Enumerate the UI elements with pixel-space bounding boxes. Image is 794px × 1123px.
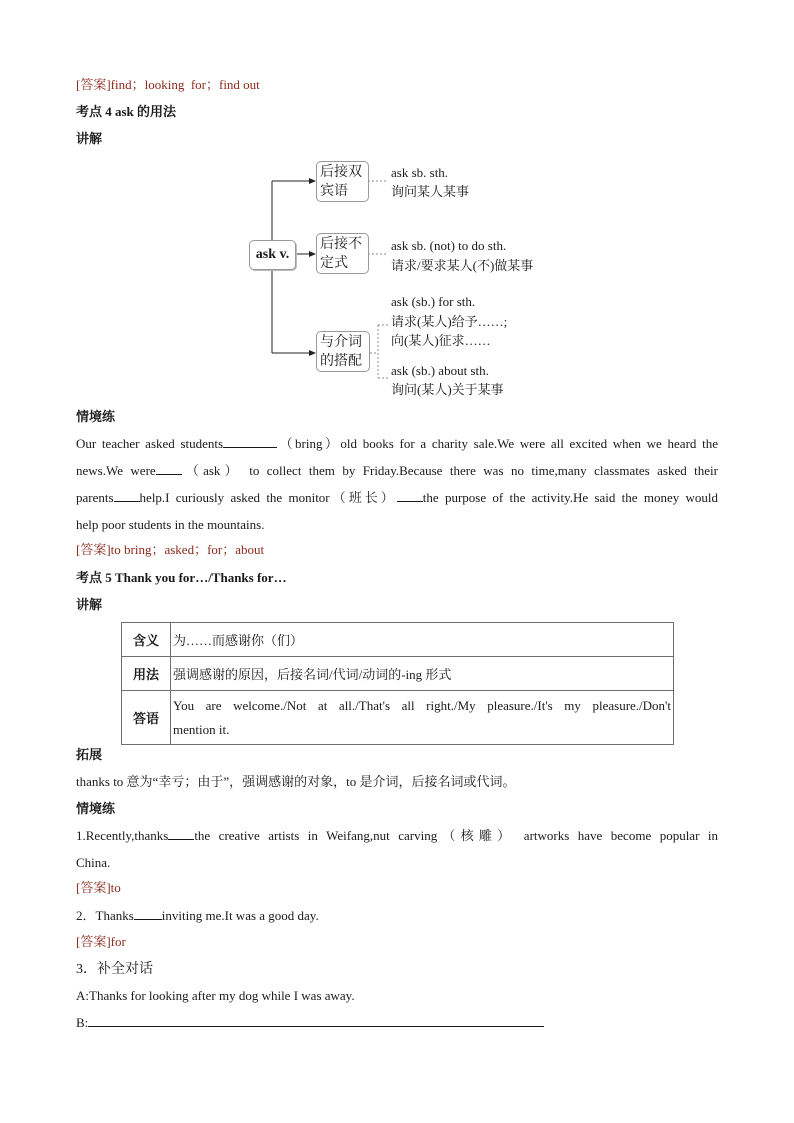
diagram-branch1-box	[316, 161, 369, 202]
table-row	[122, 623, 674, 657]
branch1-line1: ask sb. sth.	[391, 165, 449, 180]
thanks-usage-table	[121, 622, 674, 745]
branch3-line4: ask (sb.) about sth.	[391, 363, 489, 378]
branch2-line1: ask sb. (not) to do sth.	[391, 238, 507, 253]
blank-2[interactable]	[156, 462, 182, 475]
answer-blank-b[interactable]	[88, 1014, 544, 1027]
diagram-root-label: ask v.	[255, 247, 290, 262]
branch2-label: 后接不定式	[320, 237, 362, 271]
diagram-root-box	[249, 240, 296, 270]
table-body-cell	[171, 691, 674, 745]
question-3-title: 3．补全对话	[76, 962, 153, 977]
passage-line-4: help poor students in the mountains.	[76, 517, 265, 532]
answer-q1	[76, 880, 121, 896]
diagram-branch3-box	[316, 331, 370, 372]
branch1-label: 后接双宾语	[320, 165, 362, 199]
table-body-cell: 强调感谢的原因，后接名词/代词/动词的-ing 形式	[171, 657, 674, 691]
answer-prefix: [答案]	[76, 77, 111, 92]
branch3-line2: 请求(某人)给予……;	[391, 314, 508, 329]
dialogue-line-b: B:	[76, 1014, 544, 1031]
table-head-cell: 用法	[122, 657, 171, 691]
practice-passage	[76, 430, 718, 538]
answer-prefix: [答案]	[76, 934, 111, 949]
answer-text: to bring；asked；for；about	[110, 542, 265, 557]
dialogue-line-a: A:Thanks for looking after my dog while I was away.	[76, 988, 355, 1003]
section4-practice-label: 情境练	[76, 409, 116, 424]
diagram-branch2-box	[316, 233, 369, 274]
question-2: 2．Thanks inviting me.It was a good day.	[76, 908, 319, 923]
table-head-cell: 含义	[122, 623, 171, 657]
branch3-line3: 向(某人)征求……	[391, 333, 491, 348]
section5-title: 考点 5 Thank you for…/Thanks for…	[76, 570, 287, 585]
extend-text: thanks to 意为“幸亏；由于”，强调感谢的对象，to 是介词，后接名词或代词。	[76, 774, 516, 789]
answer-prefix: [答案]	[76, 880, 111, 895]
section5-practice-label: 情境练	[76, 801, 116, 816]
blank-3[interactable]	[114, 489, 140, 502]
answer-line-4	[76, 542, 264, 558]
branch3-line5: 询问(某人)关于某事	[391, 382, 504, 397]
table-row	[122, 657, 674, 691]
branch3-line1: ask (sb.) for sth.	[391, 294, 476, 309]
answer-text: for	[110, 934, 126, 949]
extend-label: 拓展	[76, 747, 103, 762]
branch3-label: 与介词的搭配	[320, 335, 362, 369]
branch2-line2: 请求/要求某人(不)做某事	[391, 258, 534, 273]
question-1: 1.Recently,thanks the creative artists in Weifang,nut carving（核雕） artworks have become popular in China.	[76, 828, 718, 870]
passage-line-3: parents help.I curiously asked the monitor（班长） the purpose of the activity.He said the money would	[76, 490, 718, 505]
blank-1[interactable]	[223, 435, 277, 448]
section4-title: 考点 4 ask 的用法	[76, 104, 177, 119]
passage-line-2: news.We were （ask） to collect them by Friday.Because there was no time,many classmates asked their	[76, 463, 718, 478]
branch1-line2: 询问某人某事	[391, 184, 470, 199]
answer-text: to	[110, 880, 121, 895]
answer-text: find；looking for；find out	[110, 77, 260, 92]
table-row	[122, 691, 674, 745]
table-head-cell: 答语	[122, 691, 171, 745]
blank-4[interactable]	[397, 489, 423, 502]
blank-q2[interactable]	[134, 907, 162, 920]
answer-q2	[76, 934, 126, 950]
reply-line-1: You are welcome./Not at all./That's all right./My pleasure./It's my pleasure./Don't	[173, 697, 671, 713]
section4-explain-label: 讲解	[76, 131, 103, 146]
answer-prefix: [答案]	[76, 542, 111, 557]
reply-line-2: mention it.	[173, 721, 230, 737]
blank-q1[interactable]	[168, 827, 194, 840]
section5-explain-label: 讲解	[76, 597, 103, 612]
table-body-cell: 为……而感谢你（们）	[171, 623, 674, 657]
passage-line-1: Our teacher asked students （bring）old books for a charity sale.We were all excited when we heard the	[76, 436, 719, 451]
